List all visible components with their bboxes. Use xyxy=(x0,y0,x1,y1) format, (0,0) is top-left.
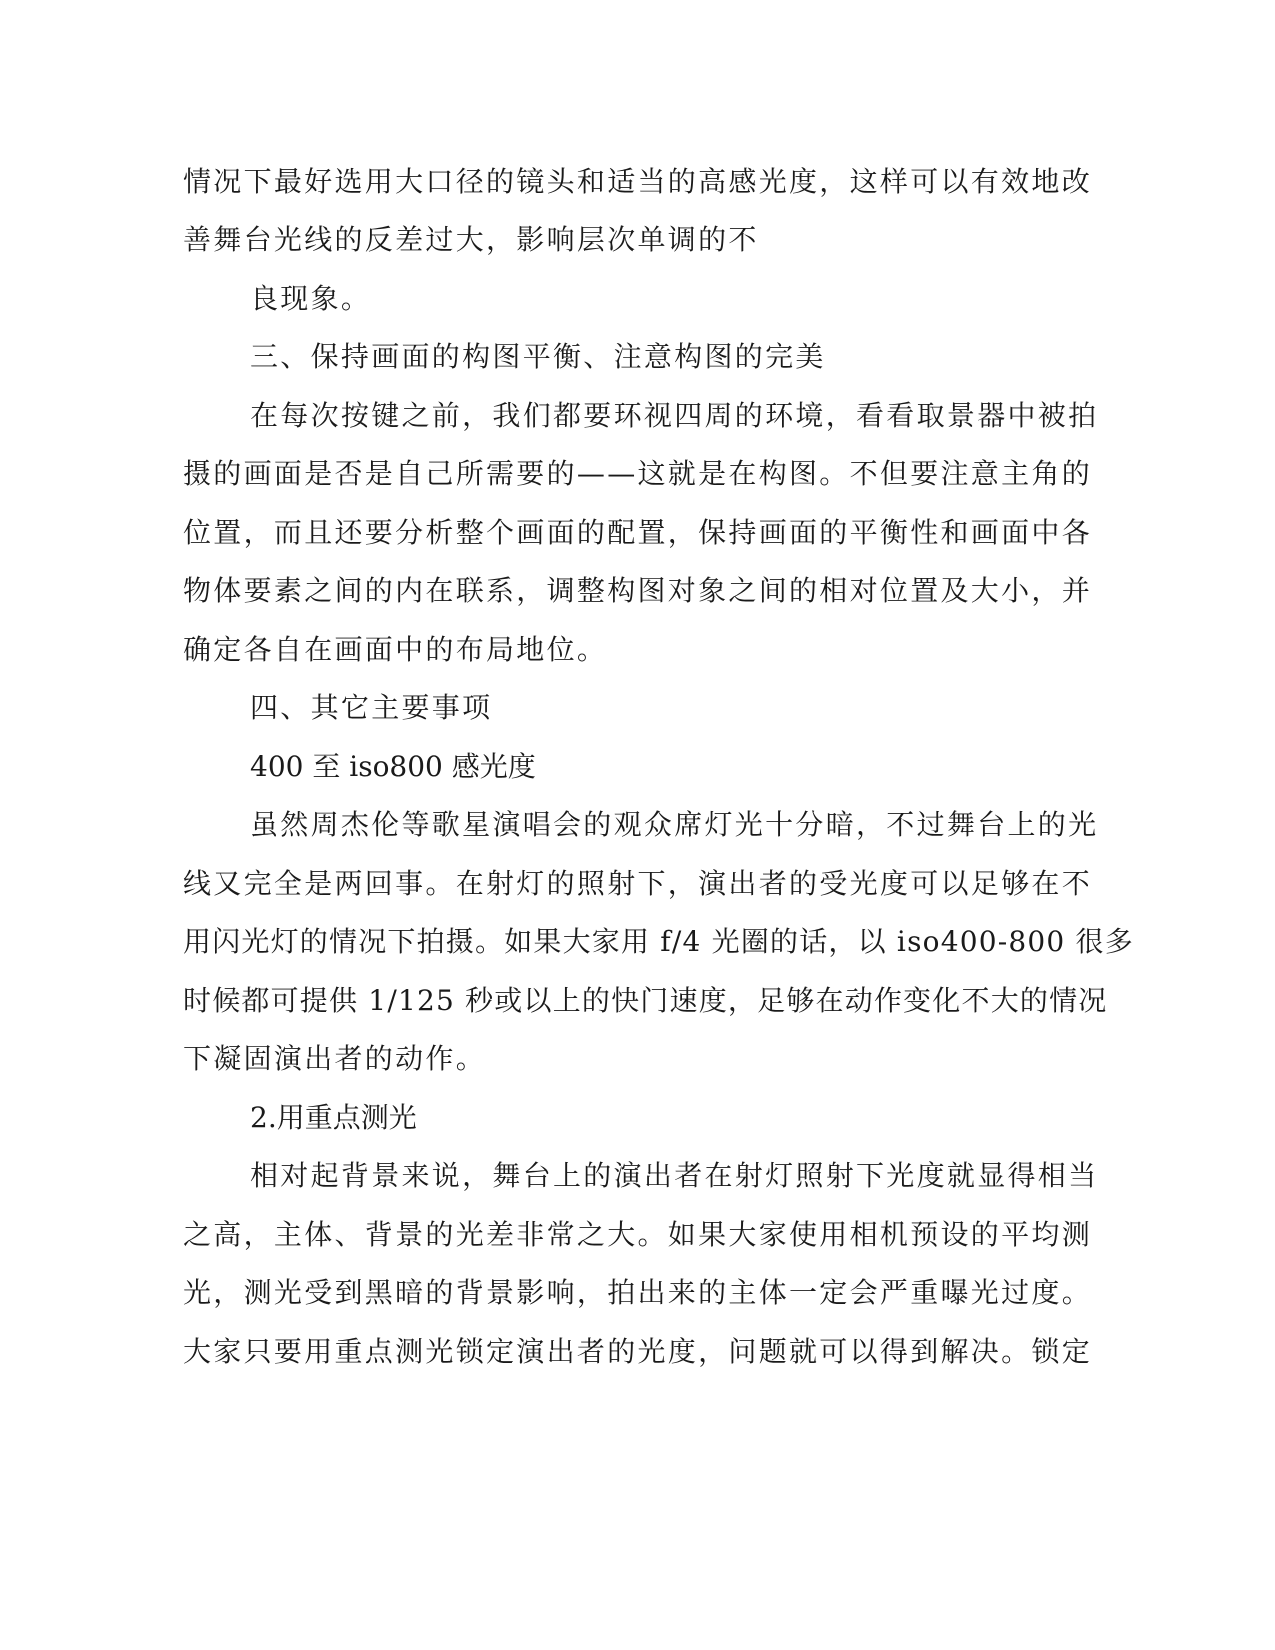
paragraph-line: 虽然周杰伦等歌星演唱会的观众席灯光十分暗，不过舞台上的光 xyxy=(250,808,1099,841)
paragraph-line: 善舞台光线的反差过大，影响层次单调的不 xyxy=(183,223,759,256)
paragraph-line: 良现象。 xyxy=(250,282,372,315)
paragraph-line: 用闪光灯的情况下拍摄。如果大家用 f/4 光圈的话，以 iso400-800 很多 xyxy=(183,925,1134,958)
paragraph-line: 光，测光受到黑暗的背景影响，拍出来的主体一定会严重曝光过度。 xyxy=(183,1276,1093,1309)
subsection-heading: 400 至 iso800 感光度 xyxy=(250,750,536,783)
paragraph-line: 相对起背景来说，舞台上的演出者在射灯照射下光度就显得相当 xyxy=(250,1159,1099,1192)
section-heading: 四、其它主要事项 xyxy=(250,691,493,724)
paragraph-line: 时候都可提供 1/125 秒或以上的快门速度，足够在动作变化不大的情况 xyxy=(183,984,1108,1017)
paragraph-line: 情况下最好选用大口径的镜头和适当的高感光度，这样可以有效地改 xyxy=(183,165,1093,198)
paragraph-line: 之高，主体、背景的光差非常之大。如果大家使用相机预设的平均测 xyxy=(183,1218,1093,1251)
section-heading: 三、保持画面的构图平衡、注意构图的完美 xyxy=(250,340,826,373)
paragraph-line: 下凝固演出者的动作。 xyxy=(183,1042,487,1075)
subsection-heading: 2.用重点测光 xyxy=(250,1101,417,1134)
paragraph-line: 线又完全是两回事。在射灯的照射下，演出者的受光度可以足够在不 xyxy=(183,867,1093,900)
paragraph-line: 摄的画面是否是自己所需要的——这就是在构图。不但要注意主角的 xyxy=(183,457,1093,490)
paragraph-line: 大家只要用重点测光锁定演出者的光度，问题就可以得到解决。锁定 xyxy=(183,1335,1093,1368)
paragraph-line: 在每次按键之前，我们都要环视四周的环境，看看取景器中被拍 xyxy=(250,399,1099,432)
paragraph-line: 物体要素之间的内在联系，调整构图对象之间的相对位置及大小，并 xyxy=(183,574,1093,607)
paragraph-line: 确定各自在画面中的布局地位。 xyxy=(183,633,608,666)
paragraph-line: 位置，而且还要分析整个画面的配置，保持画面的平衡性和画面中各 xyxy=(183,516,1093,549)
